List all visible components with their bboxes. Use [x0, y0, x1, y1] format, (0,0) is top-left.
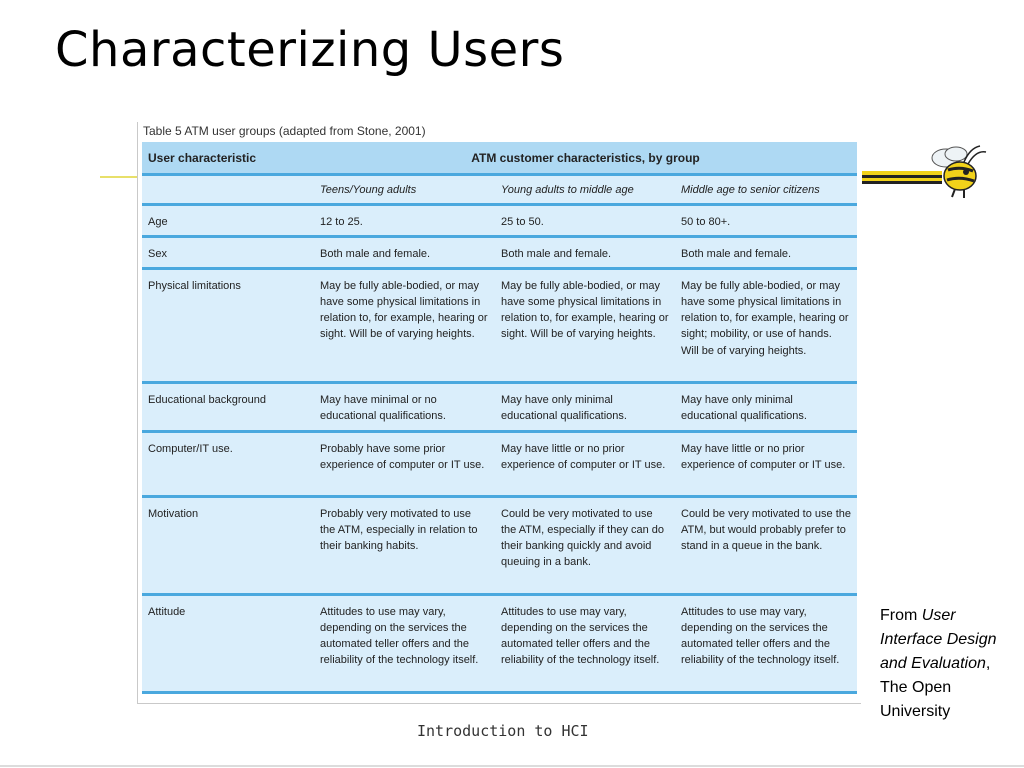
- table-cell: Both male and female.: [681, 247, 792, 260]
- table-cell: Attitudes to use may vary, depending on the services the automated teller offers and the reliability of the technology itself.: [320, 605, 479, 667]
- row-label: Attitude: [148, 605, 186, 618]
- group-name-young-adults: Young adults to middle age: [501, 183, 634, 196]
- row-label: Motivation: [148, 507, 199, 520]
- group-names-row: [142, 174, 857, 204]
- credit-book-title: User Interface Design and Evaluation: [880, 607, 997, 672]
- table-cell: May be fully able-bodied, or may have some physical limitations in relation to, for example, hearing or sight. Will be of varying heights.: [320, 279, 488, 341]
- footer-divider: [0, 765, 1024, 767]
- credit-prefix: From: [880, 607, 922, 624]
- characteristics-table: [142, 142, 857, 694]
- row-label: Sex: [148, 247, 167, 260]
- table-cell: 25 to 50.: [501, 215, 544, 228]
- table-cell: Both male and female.: [320, 247, 431, 260]
- table-cell: Could be very motivated to use the ATM, especially if they can do their banking quickly and avoid queuing in a bank.: [501, 507, 665, 569]
- table-cell: Probably have some prior experience of computer or IT use.: [320, 442, 485, 471]
- header-user-characteristic: User characteristic: [148, 151, 257, 165]
- slide-footer: Introduction to HCI: [417, 722, 589, 740]
- table-cell: Attitudes to use may vary, depending on the services the automated teller offers and the reliability of the technology itself.: [501, 605, 660, 667]
- table-row-computer-it-use: [142, 431, 857, 496]
- table-cell: 50 to 80+.: [681, 215, 731, 228]
- table-row-age: [142, 204, 857, 236]
- slide-title: Characterizing Users: [55, 22, 565, 78]
- table-cell: Could be very motivated to use the ATM, but would probably prefer to stand in a queue in the bank.: [681, 507, 851, 553]
- table-cell: Both male and female.: [501, 247, 612, 260]
- group-names-spacer: [142, 174, 314, 204]
- table-row-motivation: [142, 496, 857, 594]
- table-row-attitude: [142, 594, 857, 692]
- table-header-row: [142, 142, 857, 174]
- group-name-middle-age: Middle age to senior citizens: [681, 183, 820, 196]
- table-row-physical-limitations: [142, 268, 857, 382]
- table-row-sex: [142, 236, 857, 268]
- yellow-jacket-bee-icon: [860, 140, 990, 200]
- table-cell: May have little or no prior experience of computer or IT use.: [681, 442, 846, 471]
- row-label: Computer/IT use.: [148, 442, 233, 455]
- table-cell: May have only minimal educational qualifications.: [501, 393, 627, 422]
- credit-suffix: ,: [985, 655, 991, 672]
- source-credit: [880, 604, 1010, 724]
- row-label: Educational background: [148, 393, 267, 406]
- table-row-educational-background: [142, 382, 857, 431]
- row-label: Physical limitations: [148, 279, 241, 292]
- credit-publisher: The Open University: [880, 679, 952, 720]
- atm-user-groups-table: [137, 122, 861, 704]
- table-cell: Attitudes to use may vary, depending on the services the automated teller offers and the reliability of the technology itself.: [681, 605, 840, 667]
- table-cell: 12 to 25.: [320, 215, 363, 228]
- table-cell: Probably very motivated to use the ATM, especially in relation to their banking habits.: [320, 507, 478, 553]
- row-label: Age: [148, 215, 168, 228]
- table-cell: May have little or no prior experience of computer or IT use.: [501, 442, 666, 471]
- group-name-teens: Teens/Young adults: [320, 183, 417, 196]
- accent-line: [100, 176, 140, 178]
- table-cell: May have minimal or no educational qualifications.: [320, 393, 446, 422]
- table-cell: May be fully able-bodied, or may have some physical limitations in relation to, for example, hearing or sight; mobility, or use of hands. Will be of varying heights.: [681, 279, 849, 357]
- table-cell: May have only minimal educational qualifications.: [681, 393, 807, 422]
- table-cell: May be fully able-bodied, or may have some physical limitations in relation to, for example, hearing or sight. Will be of varying heights.: [501, 279, 669, 341]
- header-group-title: ATM customer characteristics, by group: [471, 151, 700, 165]
- table-caption: Table 5 ATM user groups (adapted from Stone, 2001): [143, 124, 426, 138]
